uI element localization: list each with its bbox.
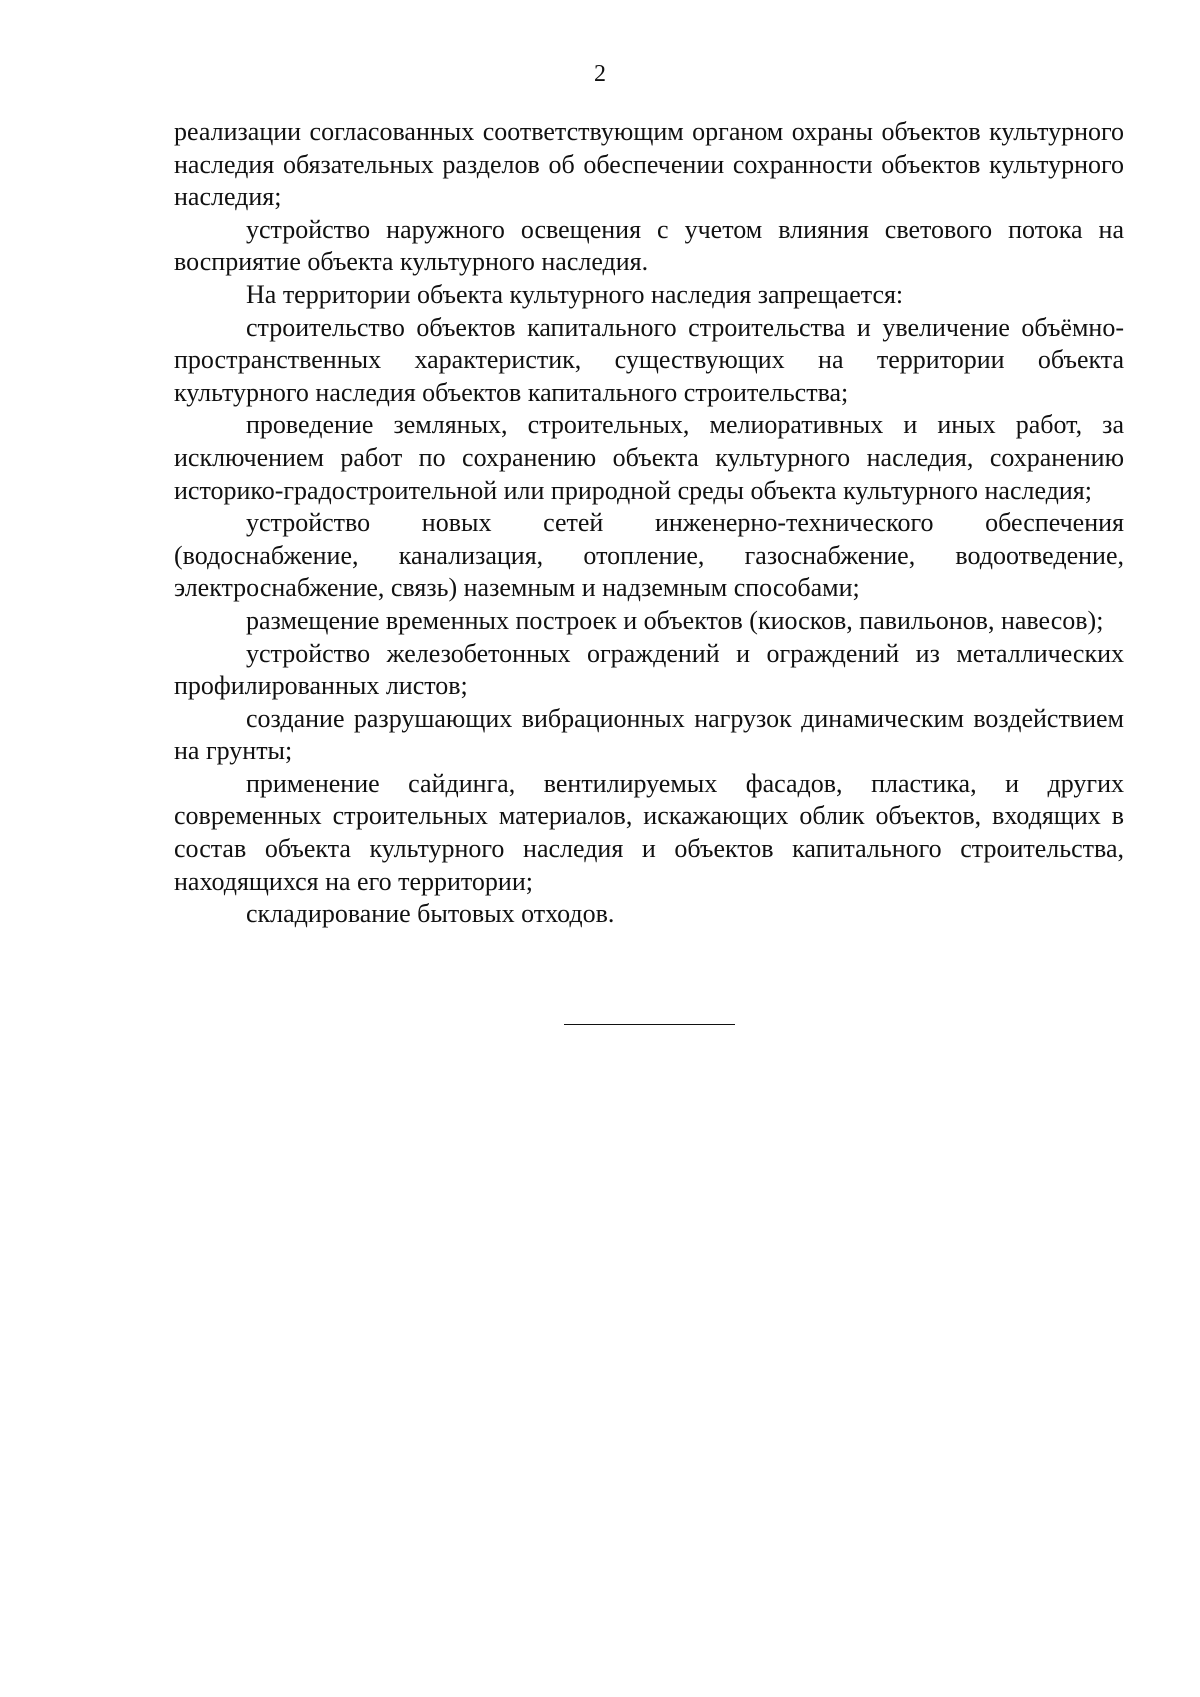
paragraph: применение сайдинга, вентилируемых фасадов, пластика, и других современных строительных материалов, искажающих облик объектов, входящих в состав объекта культурного наследия и объектов капитального строительства, находящихся на его территории; bbox=[174, 768, 1124, 896]
paragraph: На территории объекта культурного наследия запрещается: bbox=[246, 279, 904, 309]
paragraph: устройство новых сетей инженерно-технического обеспечения (водоснабжение, канализация, отопление, газоснабжение, водоотведение, электроснабжение, связь) наземным и надземным способами; bbox=[174, 508, 1124, 603]
paragraph: размещение временных построек и объектов (киосков, павильонов, навесов); bbox=[246, 605, 1104, 635]
paragraph: реализации согласованных соответствующим органом охраны объектов культурного наследия обязательных разделов об обеспечении сохранности объектов культурного наследия; bbox=[174, 117, 1124, 212]
paragraph: устройство железобетонных ограждений и ограждений из металлических профилированных листов; bbox=[174, 638, 1124, 701]
page-number: 2 bbox=[594, 61, 606, 87]
paragraph: проведение земляных, строительных, мелиоративных и иных работ, за исключением работ по сохранению объекта культурного наследия, сохранению историко-градостроительной или природной среды объекта культурного наследия; bbox=[174, 410, 1124, 505]
paragraph: строительство объектов капитального строительства и увеличение объёмно-пространственных характеристик, существующих на территории объекта культурного наследия объектов капитального строительства; bbox=[174, 312, 1124, 407]
paragraph: складирование бытовых отходов. bbox=[246, 899, 615, 929]
paragraph: создание разрушающих вибрационных нагрузок динамическим воздействием на грунты; bbox=[174, 703, 1124, 766]
end-of-document-rule bbox=[564, 1024, 735, 1025]
document-body bbox=[174, 116, 1124, 931]
paragraph: устройство наружного освещения с учетом влияния светового потока на восприятие объекта культурного наследия. bbox=[174, 214, 1124, 277]
